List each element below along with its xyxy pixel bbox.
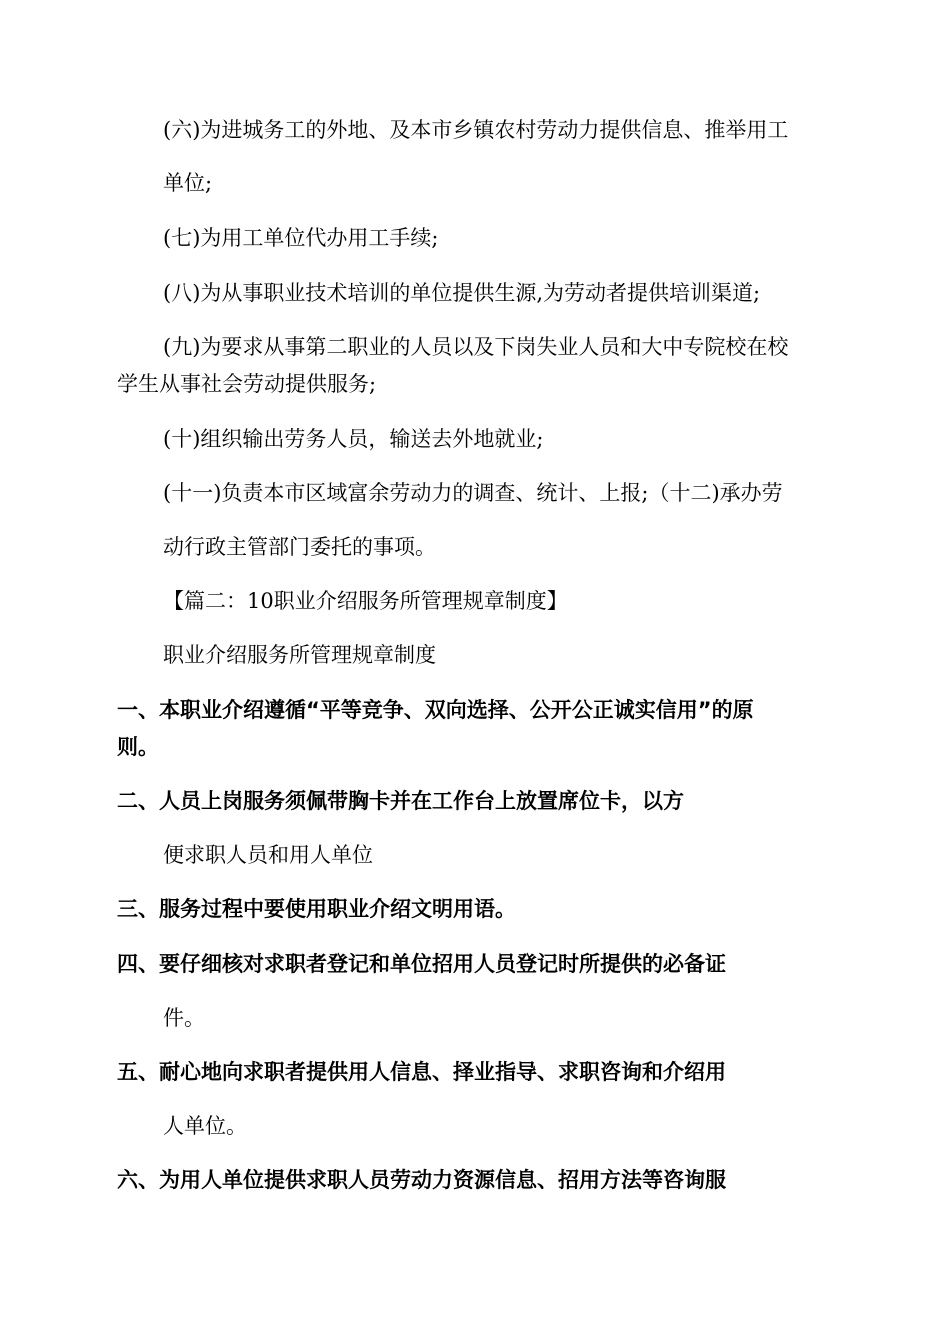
text-line-11: (十一)负责本市区域富余劳动力的调查、统计、上报;（十二)承办劳 bbox=[163, 481, 783, 505]
text-line-6: (六)为进城务工的外地、及本市乡镇农村劳动力提供信息、推举用工 bbox=[163, 118, 789, 142]
rule-1: 一、本职业介绍遵循“平等竞争、双向选择、公开公正诚实信用”的原 bbox=[117, 698, 754, 722]
rule-2: 二、人员上岗服务须佩带胸卡并在工作台上放置席位卡，以方 bbox=[117, 789, 684, 813]
rule-5: 五、耐心地向求职者提供用人信息、择业指导、求职咨询和介绍用 bbox=[117, 1060, 726, 1084]
text-line-9-cont: 学生从事社会劳动提供服务; bbox=[117, 372, 377, 396]
rule-5-cont: 人单位。 bbox=[163, 1114, 247, 1138]
text-line-7: (七)为用工单位代办用工手续; bbox=[163, 226, 439, 250]
rule-3: 三、服务过程中要使用职业介绍文明用语。 bbox=[117, 897, 516, 921]
document-title: 职业介绍服务所管理规章制度 bbox=[163, 643, 436, 667]
text-line-10: (十)组织输出劳务人员，输送去外地就业; bbox=[163, 427, 544, 451]
rule-1-cont: 则。 bbox=[117, 735, 159, 759]
section-heading: 【篇二：10职业介绍服务所管理规章制度】 bbox=[163, 589, 568, 613]
text-line-8: (八)为从事职业技术培训的单位提供生源,为劳动者提供培训渠道; bbox=[163, 281, 761, 305]
text-line-9: (九)为要求从事第二职业的人员以及下岗失业人员和大中专院校在校 bbox=[163, 335, 789, 359]
rule-2-cont: 便求职人员和用人单位 bbox=[163, 843, 373, 867]
text-line-6-cont: 单位; bbox=[163, 171, 213, 195]
text-line-11-cont: 动行政主管部门委托的事项。 bbox=[163, 535, 436, 559]
rule-6: 六、为用人单位提供求职人员劳动力资源信息、招用方法等咨询服 bbox=[117, 1168, 726, 1192]
rule-4-cont: 件。 bbox=[163, 1006, 205, 1030]
rule-4: 四、要仔细核对求职者登记和单位招用人员登记时所提供的必备证 bbox=[117, 952, 726, 976]
